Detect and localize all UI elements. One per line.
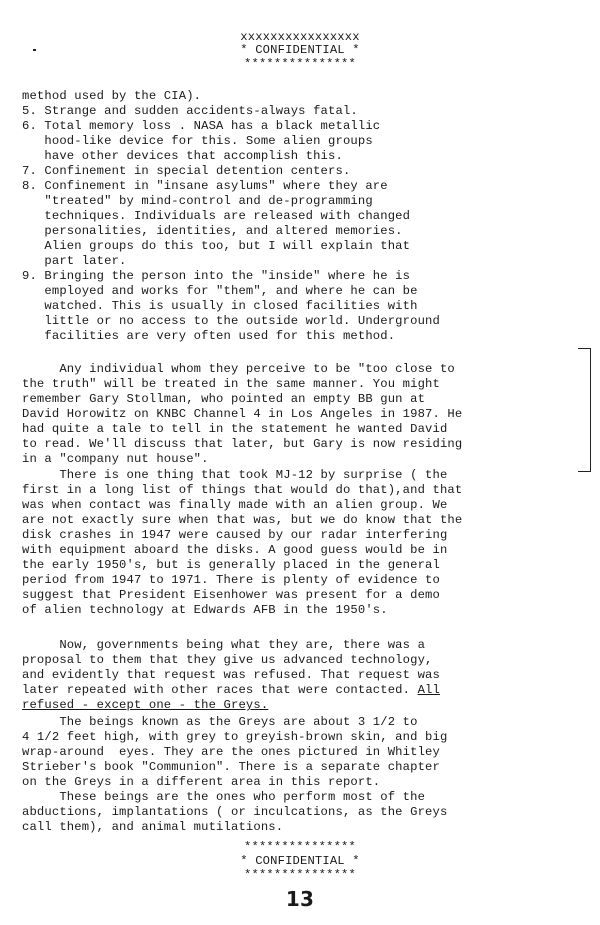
header-confidential-label: * CONFIDENTIAL * (240, 43, 360, 57)
paragraph-line: proposal to them that they give us advanced technology, (22, 653, 433, 667)
list-line: personalities, identities, and altered memories. (22, 224, 403, 238)
list-line: Alien groups do this too, but I will explain that (22, 239, 411, 253)
header-stars-top: xxxxxxxxxxxxxxxx (240, 30, 360, 44)
paragraph-line: to read. We'll discuss that later, but Gary is now residing (22, 437, 463, 451)
scan-mark (33, 49, 36, 51)
list-line: hood-like device for this. Some alien groups (22, 134, 373, 148)
paragraph-line: of alien technology at Edwards AFB in the 1950's. (22, 603, 388, 617)
paragraph-line: had quite a tale to tell in the statement he wanted David (22, 422, 448, 436)
paragraph-line: was when contact was finally made with an alien group. We (22, 498, 448, 512)
paragraph-line: disk crashes in 1947 were caused by our radar interfering (22, 528, 448, 542)
paragraph-line: suggest that President Eisenhower was present for a demo (22, 588, 440, 602)
list-line: employed and works for "them", and where he can be (22, 284, 418, 298)
page-number: 13 (285, 887, 315, 911)
list-line: watched. This is usually in closed facilities with (22, 299, 418, 313)
paragraph-text: later repeated with other races that were contacted. (22, 683, 418, 697)
footer-confidential-label: * CONFIDENTIAL * (240, 854, 360, 868)
paragraph-line: on the Greys in a different area in this report. (22, 775, 381, 789)
margin-bracket (578, 348, 591, 472)
paragraph-line: the early 1950's, but is generally placed in the general (22, 558, 440, 572)
footer-stars-top: *************** (244, 840, 356, 854)
paragraph-line: and evidently that request was refused. That request was (22, 668, 440, 682)
paragraph-line: are not exactly sure when that was, but we do know that the (22, 513, 463, 527)
list-line: part later. (22, 254, 127, 268)
list-line: "treated" by mind-control and de-programming (22, 194, 373, 208)
paragraph-line: period from 1947 to 1971. There is plenty of evidence to (22, 573, 440, 587)
paragraph-line: wrap-around eyes. They are the ones pictured in Whitley (22, 745, 440, 759)
list-line: 8. Confinement in "insane asylums" where they are (22, 179, 388, 193)
paragraph-line: There is one thing that took MJ-12 by surprise ( the (22, 468, 448, 482)
list-line: 9. Bringing the person into the "inside" where he is (22, 269, 411, 283)
paragraph-line: abductions, implantations ( or inculcations, as the Greys (22, 805, 448, 819)
paragraph-line: first in a long list of things that would do that),and that (22, 483, 463, 497)
paragraph-line: Now, governments being what they are, there was a (22, 638, 426, 652)
paragraph-line: Strieber's book "Communion". There is a separate chapter (22, 760, 440, 774)
list-line: facilities are very often used for this method. (22, 329, 396, 343)
header-stars-bottom: *************** (244, 57, 356, 71)
paragraph-line: These beings are the ones who perform most of the (22, 790, 426, 804)
list-line: techniques. Individuals are released with changed (22, 209, 411, 223)
paragraph-line (22, 683, 440, 697)
paragraph-line: the truth" will be treated in the same manner. You might (22, 377, 440, 391)
list-line: little or no access to the outside world. Underground (22, 314, 440, 328)
footer-stars-bottom: *************** (244, 868, 356, 882)
paragraph-line: David Horowitz on KNBC Channel 4 in Los Angeles in 1987. He (22, 407, 463, 421)
paragraph-line: call them), and animal mutilations. (22, 820, 284, 834)
list-line: 5. Strange and sudden accidents-always fatal. (22, 104, 358, 118)
paragraph-line: remember Gary Stollman, who pointed an empty BB gun at (22, 392, 426, 406)
list-line: method used by the CIA). (22, 89, 202, 103)
paragraph-line: Any individual whom they perceive to be "too close to (22, 362, 455, 376)
underlined-text: All (417, 683, 440, 697)
paragraph-line: with equipment aboard the disks. A good guess would be in (22, 543, 448, 557)
paragraph-line: The beings known as the Greys are about 3 1/2 to (22, 715, 418, 729)
list-line: 7. Confinement in special detention centers. (22, 164, 351, 178)
paragraph-line: 4 1/2 feet high, with grey to greyish-brown skin, and big (22, 730, 448, 744)
underlined-text: refused - except one - the Greys. (22, 698, 269, 712)
list-line: have other devices that accomplish this. (22, 149, 343, 163)
list-line: 6. Total memory loss . NASA has a black metallic (22, 119, 381, 133)
paragraph-line: in a "company nut house". (22, 452, 209, 466)
